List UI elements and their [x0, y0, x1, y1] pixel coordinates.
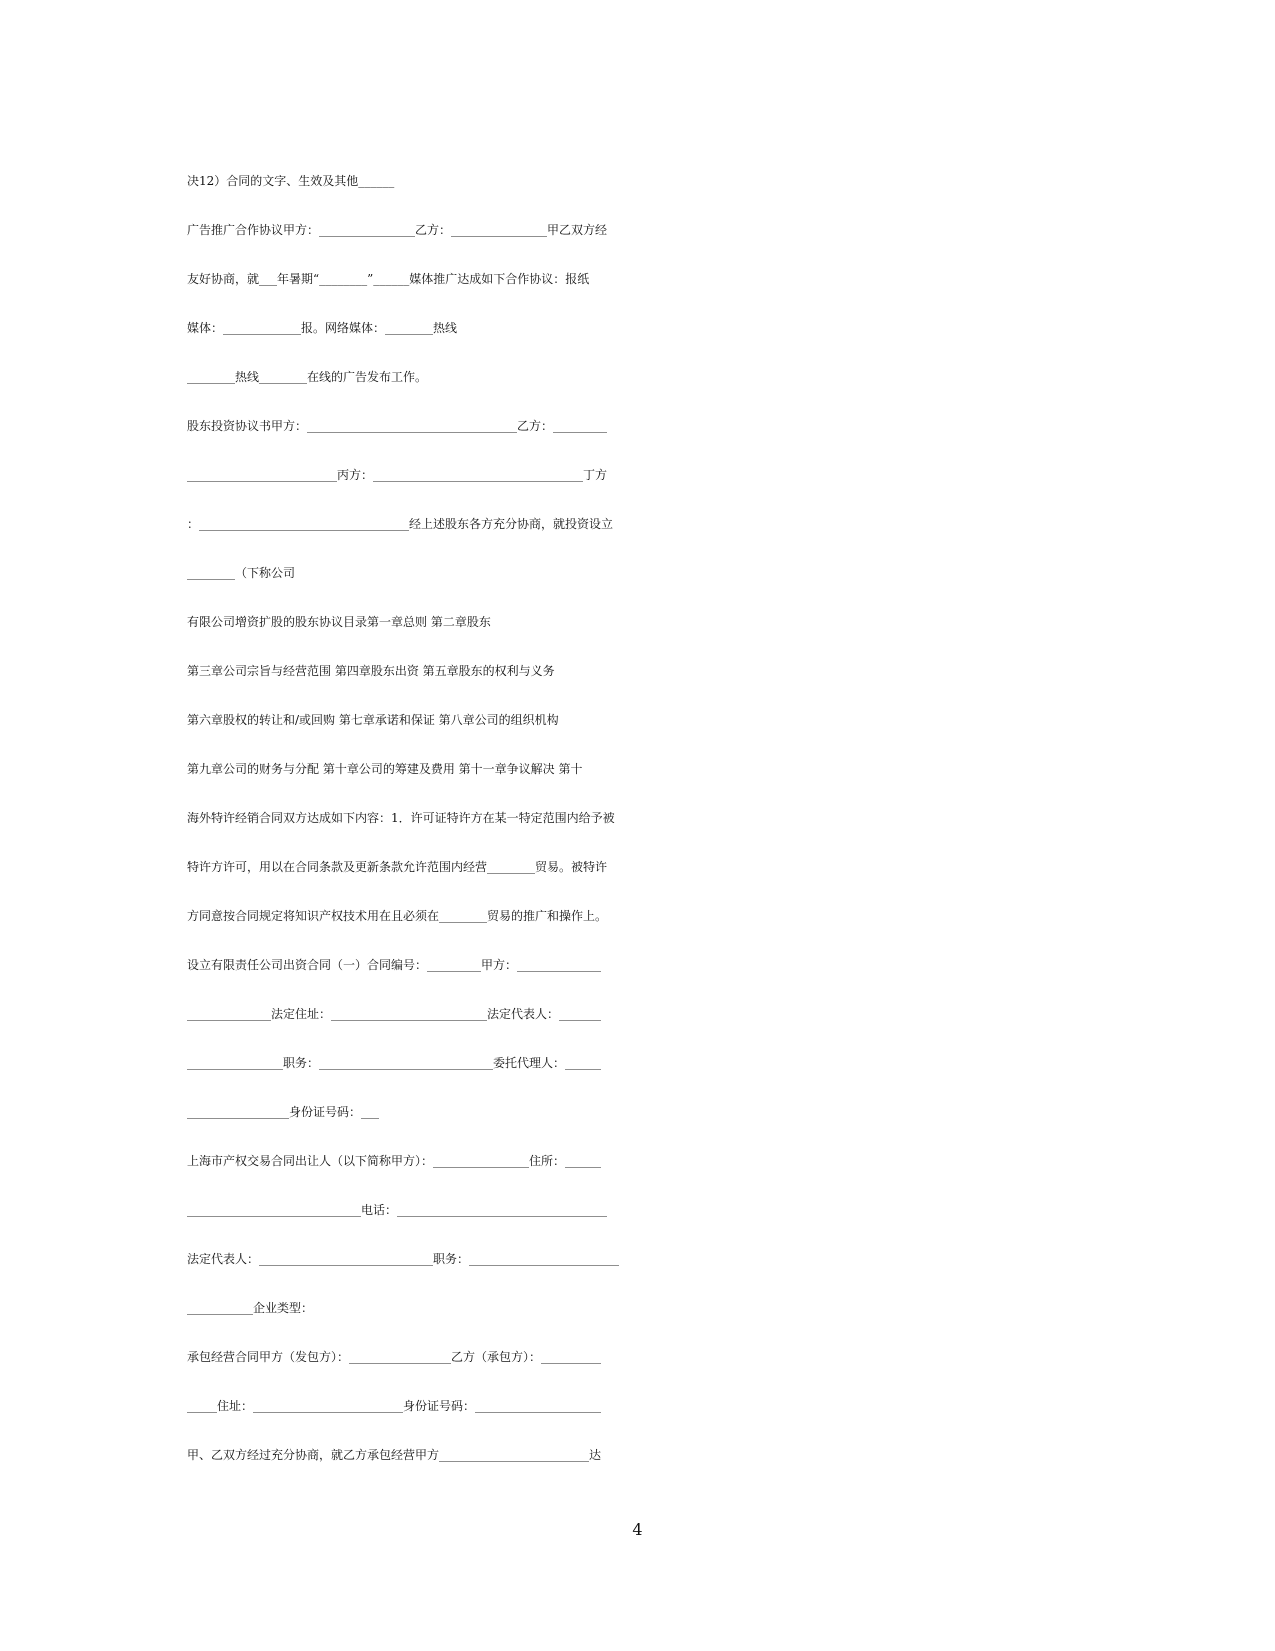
- text-line: _____________________________电话：___________________________________: [187, 1203, 608, 1217]
- text-line: 股东投资协议书甲方：___________________________________乙方：_________: [187, 419, 608, 433]
- text-line: ________（下称公司: [187, 566, 296, 580]
- page-number: 4: [632, 1520, 643, 1539]
- text-line: ___________企业类型：: [187, 1301, 314, 1315]
- text-line: 媒体：_____________报。网络媒体：________热线: [187, 321, 458, 335]
- document-body: [187, 157, 1087, 1480]
- text-line: 方同意按合同规定将知识产权技术用在且必须在________贸易的推广和操作上。: [187, 909, 608, 923]
- text-line: 设立有限责任公司出资合同（一）合同编号：_________甲方：______________: [187, 958, 602, 972]
- text-line: 友好协商，就___年暑期“________”______媒体推广达成如下合作协议：报纸: [187, 272, 590, 286]
- text-line: _________________________丙方：___________________________________丁方: [187, 468, 608, 482]
- text-line: ：___________________________________经上述股东各方充分协商，就投资设立: [187, 517, 614, 531]
- text-line: ________热线________在线的广告发布工作。: [187, 370, 428, 384]
- text-line: 法定代表人：_____________________________职务：_________________________: [187, 1252, 620, 1266]
- text-line: 第六章股权的转让和/或回购 第七章承诺和保证 第八章公司的组织机构: [187, 713, 559, 727]
- text-line: 广告推广合作协议甲方：________________乙方：________________甲乙双方经: [187, 223, 608, 237]
- text-line: _____住址：_________________________身份证号码：_____________________: [187, 1399, 602, 1413]
- text-line: 上海市产权交易合同出让人（以下简称甲方）：________________住所：______: [187, 1154, 602, 1168]
- text-line: 有限公司增资扩股的股东协议目录第一章总则 第二章股东: [187, 615, 491, 629]
- text-line: 甲、乙双方经过充分协商，就乙方承包经营甲方_________________________达: [187, 1448, 602, 1462]
- text-line: ______________法定住址：__________________________法定代表人：_______: [187, 1007, 602, 1021]
- text-line: 决12）合同的文字、生效及其他______: [187, 174, 395, 188]
- text-line: ________________职务：_____________________________委托代理人：______: [187, 1056, 602, 1070]
- text-line: 特许方许可，用以在合同条款及更新条款允许范围内经营________贸易。被特许: [187, 860, 608, 874]
- text-line: 海外特许经销合同双方达成如下内容：1．许可证特许方在某一特定范围内给予被: [187, 811, 615, 825]
- text-line: 第三章公司宗旨与经营范围 第四章股东出资 第五章股东的权利与义务: [187, 664, 555, 678]
- text-line: 第九章公司的财务与分配 第十章公司的筹建及费用 第十一章争议解决 第十: [187, 762, 583, 776]
- text-line: _________________身份证号码：___: [187, 1105, 380, 1119]
- text-line: 承包经营合同甲方（发包方）：_________________乙方（承包方）：__________: [187, 1350, 602, 1364]
